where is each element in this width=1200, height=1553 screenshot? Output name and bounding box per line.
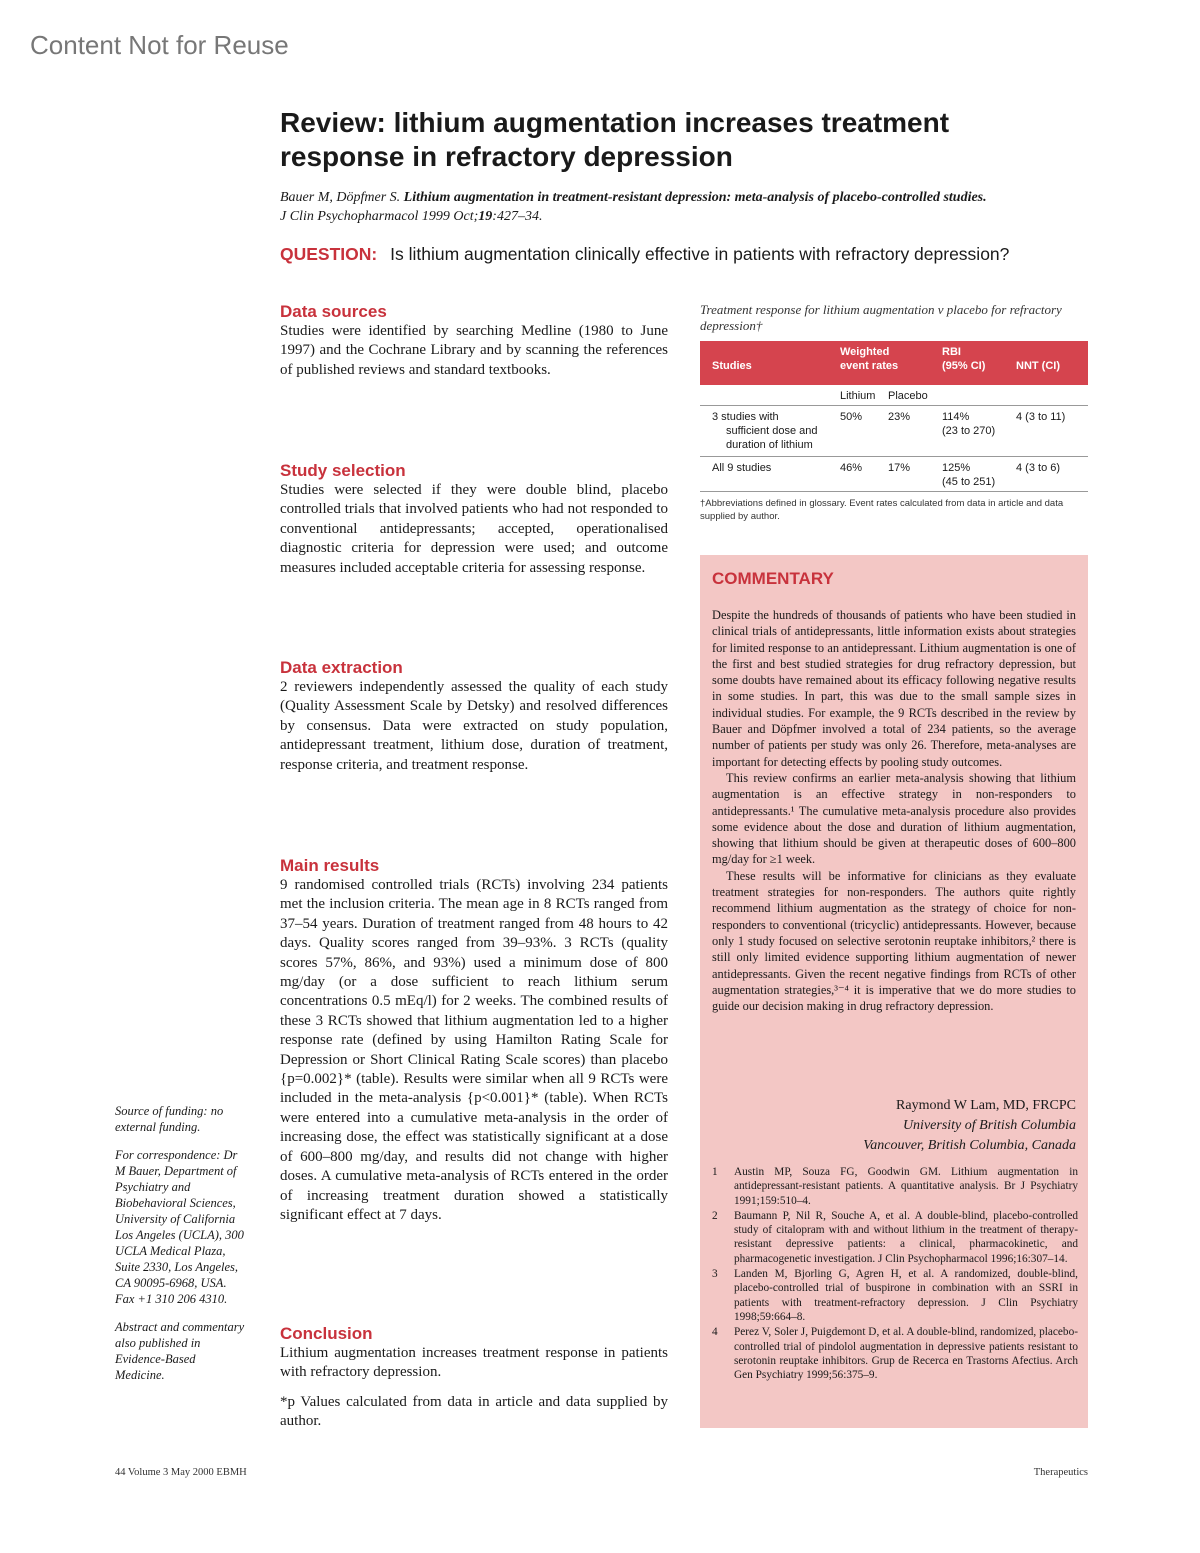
table-row: [700, 406, 1088, 457]
row2-lithium: 46%: [840, 462, 863, 474]
main-results-text: 9 randomised controlled trials (RCTs) involving 234 patients met the inclusion criteria. The mean age in 8 RCTs ranged from 37–54 years. Duration of treatment ranged from 48 hours to 42 days. Quality scores ranged from 39–93%. 3 RCTs (quality scores 57%, 86%, and 93%) used a minimum dose of 800 mg/day (or a dose sufficient to reach lithium serum concentrations 0.5 mEq/l) for 2 weeks. The combined results of these 3 RCTs showed that lithium augmentation led to a higher response rate (defined by using Hamilton Rating Scale for Depression or Short Clinical Rating Scale scores) than placebo {p=0.002}* (table). Results were similar when all 9 RCTs were included in the meta-analysis {p<0.001}* (table). When RCTs were entered into a cumulative meta-analysis in the order of increasing dose, the effect was statistically significant at a dose of 600–800 mg/day, and results did not change with higher doses. A cumulative meta-analysis of RCTs entered in the order of increasing treatment duration showed a statistically significant effect at 7 days.: [280, 877, 668, 1223]
commentary-affiliation: University of British Columbia: [902, 1118, 1076, 1133]
row1-study: [712, 410, 818, 452]
reference-text: Austin MP, Souza FG, Goodwin GM. Lithium augmentation in antidepressant-resistant patients. A quantitative analysis. Br J Psychiatry 1991;159:510–4.: [734, 1166, 1078, 1207]
list-item: [712, 1209, 1078, 1266]
header-nnt: NNT (CI): [1016, 360, 1060, 372]
row2-rbi: [942, 461, 995, 489]
commentary-signature: [712, 1096, 1076, 1156]
data-extraction-heading: Data extraction: [280, 658, 403, 677]
question-text: Is lithium augmentation clinically effective in patients with refractory depression?: [390, 244, 1010, 264]
reference-text: Landen M, Bjorling G, Agren H, et al. A randomized, double-blind, placebo-controlled trial of buspirone in combination with an SSRI in patients with treatment-refractory depression. J Clin Psychiatry 1998;59:664–8.: [734, 1268, 1078, 1323]
subheader-lithium: Lithium: [840, 390, 876, 402]
row2-rbi-ci: (45 to 251): [942, 476, 996, 488]
watermark: Content Not for Reuse: [30, 30, 289, 60]
main-results-heading: Main results: [280, 856, 380, 875]
header-weighted-2: event rates: [840, 360, 899, 372]
header-rbi-2: (95% CI): [942, 360, 986, 372]
study-selection-heading: Study selection: [280, 461, 406, 480]
header-weighted-1: Weighted: [840, 346, 890, 358]
citation-authors: Bauer M, Döpfmer S.: [280, 190, 401, 205]
data-sources-heading: Data sources: [280, 302, 387, 321]
sidebar-notes: [115, 1103, 245, 1395]
row1-rbi: [942, 410, 995, 438]
study-selection-text: Studies were selected if they were double blind, placebo controlled trials that involved patients who had not responded to conventional antidepressants; accepted, operationalised diagnostic criteria for depression were used; and outcome measures included acceptable criteria for assessing response.: [280, 482, 668, 576]
commentary-body: [712, 607, 1076, 1014]
row2-rbi-value: 125%: [942, 462, 971, 474]
commentary-box: [700, 555, 1088, 1428]
table-subheader: [700, 385, 1088, 406]
row1-study-line1: 3 studies with: [712, 411, 779, 423]
conclusion-footnote: *p Values calculated from data in article and data supplied by author.: [280, 1393, 668, 1430]
reference-list: [712, 1165, 1078, 1383]
subheader-placebo: Placebo: [888, 390, 928, 402]
list-item: [712, 1267, 1078, 1324]
title-line-1: Review: lithium augmentation increases treatment: [280, 107, 950, 138]
table-caption: Treatment response for lithium augmentation v placebo for refractory depression†: [700, 302, 1062, 333]
section-conclusion: [280, 1324, 668, 1432]
row1-nnt: 4 (3 to 11): [1016, 411, 1066, 423]
table-row: [700, 457, 1088, 492]
row1-rbi-ci: (23 to 270): [942, 425, 996, 437]
reference-number: 2: [712, 1209, 718, 1222]
conclusion-heading: Conclusion: [280, 1324, 373, 1343]
commentary-paragraph-2: This review confirms an earlier meta-analysis showing that lithium augmentation is an effective strategy in non-responders to antidepressants.¹ The cumulative meta-analysis procedure also provides some evidence about the dose and duration of lithium augmentation, showing that lithium should be given at therapeutic doses of 600–800 mg/day for ≥1 week.: [712, 770, 1076, 867]
reference-text: Perez V, Soler J, Puigdemont D, et al. A double-blind, randomized, placebo-controlled trial of pindolol augmentation in depressive patients resistant to serotonin reuptake inhibitors. Grup de Recerca en Trastorns Afectius. Arch Gen Psychiatry 1999;56:375–9.: [734, 1326, 1078, 1382]
page-footer-left: 44 Volume 3 May 2000 EBMH: [115, 1467, 247, 1478]
row1-placebo: 23%: [888, 411, 911, 423]
commentary-paragraph-3: These results will be informative for clinicians as they evaluate treatment strategies for non-responders. The authors quite rightly recommend lithium augmentation as the strategy of choice for non-responders to conventional (tricyclic) antidepressants. However, because only 1 study focused on selective serotonin reuptake inhibitors,² there is still only limited evidence supporting lithium augmentation of newer antidepressants. Given the recent negative findings from RCTs of other augmentation strategies,³⁻⁴ it is imperative that we do more studies to guide our decision making in drug refractory depression.: [712, 868, 1076, 1014]
header-rbi-1: RBI: [942, 346, 961, 358]
table-header: [700, 341, 1088, 385]
reference-number: 1: [712, 1166, 718, 1178]
commentary-location: Vancouver, British Columbia, Canada: [863, 1138, 1076, 1153]
row1-study-line3: duration of lithium: [726, 439, 813, 451]
citation-journal: J Clin Psychopharmacol 1999 Oct;: [280, 209, 479, 224]
page-footer-right: Therapeutics: [1033, 1467, 1088, 1478]
citation-volume: 19: [478, 209, 493, 224]
data-sources-text: Studies were identified by searching Medline (1980 to June 1997) and the Cochrane Library and by scanning the references of published reviews and standard textbooks.: [280, 323, 668, 378]
citation: [280, 188, 1090, 226]
list-item: [712, 1165, 1078, 1208]
conclusion-text: Lithium augmentation increases treatment response in patients with refractory depression.: [280, 1345, 668, 1381]
reference-text: Baumann P, Nil R, Souche A, et al. A double-blind, placebo-controlled study of citalopram with and without lithium in the treatment of therapy-resistant depressive patients: a clinical, pharmacokinetic, and pharmacogenetic investigation. J Clin Psychopharmacol 1996;16:307–14.: [734, 1209, 1078, 1265]
citation-pages: :427–34.: [492, 209, 543, 224]
reference-number: 3: [712, 1268, 718, 1281]
results-table: [700, 341, 1088, 492]
section-data-sources: [280, 302, 668, 380]
article-title: [280, 106, 1080, 174]
row2-nnt: 4 (3 to 6): [1016, 462, 1061, 474]
row1-lithium: 50%: [840, 411, 863, 423]
commentary-heading: COMMENTARY: [712, 569, 834, 588]
question: [280, 243, 1100, 265]
funding-note: Source of funding: no external funding.: [115, 1104, 224, 1134]
row1-rbi-value: 114%: [942, 411, 970, 423]
also-published-note: Abstract and commentary also published in Evidence-Based Medicine.: [115, 1320, 245, 1382]
commentary-author: Raymond W Lam, MD, FRCPC: [896, 1098, 1076, 1113]
question-label: QUESTION:: [280, 244, 378, 264]
row1-study-line2: sufficient dose and: [726, 425, 818, 437]
list-item: [712, 1325, 1078, 1382]
row2-placebo: 17%: [888, 462, 911, 474]
commentary-paragraph-1: Despite the hundreds of thousands of patients who have been studied in clinical trials of antidepressants, little information exists about strategies for limited response to an antidepressant. Lithium augmentation is one of the first and best studied strategies for drug refractory depression, but some doubts have remained about its efficacy following negative results in some studies. In part, this was due to the small sample sizes in individual studies. For example, the 9 RCTs described in the review by Bauer and Döpfmer involved a total of 234 patients, so the average number of patients per study was only 26. Therefore, meta-analyses are important for detecting effects by pooling study outcomes.: [712, 608, 1076, 769]
citation-article: Lithium augmentation in treatment-resistant depression: meta-analysis of placebo-controlled studies.: [403, 190, 987, 205]
section-study-selection: [280, 461, 668, 578]
table-footnote: †Abbreviations defined in glossary. Event rates calculated from data in article and data supplied by author.: [700, 498, 1064, 522]
section-main-results: [280, 856, 668, 1225]
correspondence-note: For correspondence: Dr M Bauer, Department of Psychiatry and Biobehavioral Sciences, University of California Los Angeles (UCLA), 300 UCLA Medical Plaza, Suite 2330, Los Angeles, CA 90095-6968, USA. Fax +1 310 206 4310.: [115, 1148, 244, 1306]
section-data-extraction: [280, 658, 668, 775]
row2-study: All 9 studies: [712, 462, 772, 474]
header-studies: Studies: [712, 360, 752, 372]
title-line-2: response in refractory depression: [280, 141, 733, 172]
reference-number: 4: [712, 1326, 718, 1339]
data-extraction-text: 2 reviewers independently assessed the quality of each study (Quality Assessment Scale by Detsky) and resolved differences by consensus. Data were extracted on study population, antidepressant treatment, lithium dose, duration of treatment, response criteria, and treatment response.: [280, 679, 668, 773]
